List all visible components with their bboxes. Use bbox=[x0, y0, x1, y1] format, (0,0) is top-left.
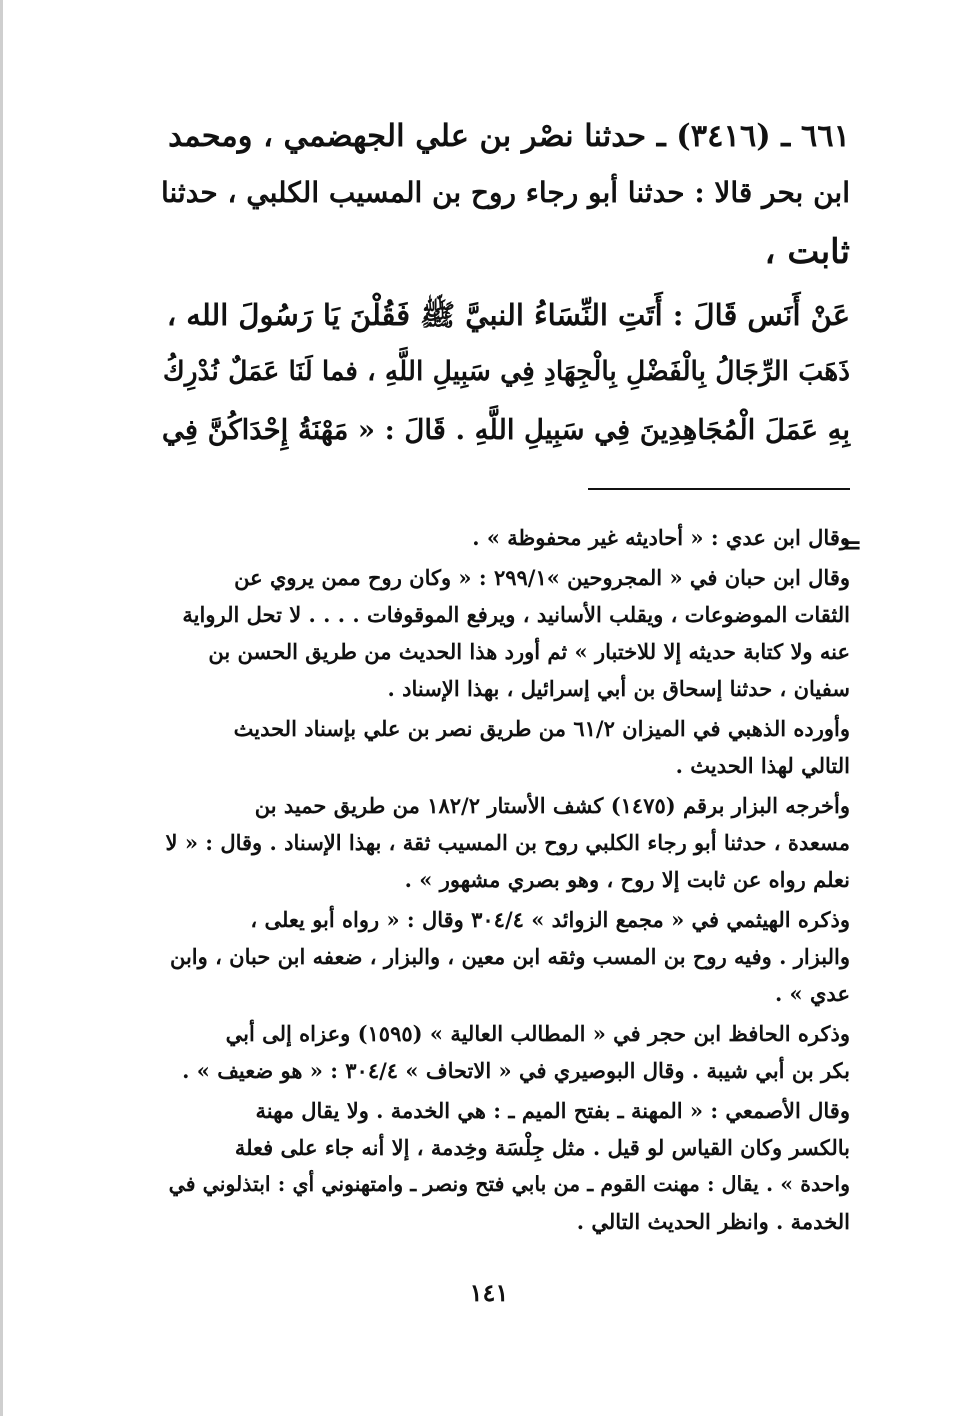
footnote-line: عنه ولا كتابة حديثه إلا للاختبار » ثم أورد هذا الحديث من طريق الحسن بن bbox=[208, 639, 850, 664]
footnote-line: وأورده الذهبي في الميزان ٦١/٢ من طريق نصر بن علي بإسناد الحديث bbox=[233, 716, 850, 741]
footnote-line: بكر بن أبي شيبة . وقال البوصيري في « الاتحاف » ٣٠٤/٤ : « هو ضعيف » . bbox=[182, 1058, 850, 1083]
isnad-line: ابن بحر قالا : حدثنا أبو رجاء روح بن المسيب الكلبي ، حدثنا bbox=[160, 176, 850, 209]
footnote-line: وقال ابن حبان في « المجروحين »٢٩٩/١ : « وكان روح ممن يروي عن bbox=[234, 565, 850, 590]
isnad-line: ٦٦١ ـ (٣٤١٦) ـ حدثنا نصْر بن علي الجهضمي ، ومحمد bbox=[168, 118, 850, 154]
footnote-line: بالكسر وكان القياس لو قيل . مثل جِلْسَة وخِدمة ، إلا أنه جاء على فعلة bbox=[234, 1135, 850, 1160]
footnote-line: واحدة » . يقال : مهنت القوم ـ من بابي فتح ونصر ـ وامتهنوني أي : ابتذلوني في bbox=[168, 1172, 850, 1196]
footnote-line: والبزار . وفيه روح بن المسب وثقه ابن معين ، والبزار ، ضعفه ابن حبان ، وابن bbox=[169, 944, 850, 969]
footnote-line: عدي » . bbox=[774, 981, 850, 1006]
footnote-line: وذكره الهيثمي في « مجمع الزوائد » ٣٠٤/٤ وقال : « رواه أبو يعلى ، bbox=[250, 907, 850, 932]
page-number: ١٤١ bbox=[469, 1278, 509, 1307]
footnote-line: الثقات الموضوعات ، ويقلب الأسانيد ، ويرفع الموقوفات . . . . لا تحل الرواية bbox=[182, 602, 850, 627]
scan-edge-line bbox=[0, 0, 3, 1416]
isnad-line: ثابت ، bbox=[764, 232, 850, 272]
matn-line: عَنْ أَنَس قَالَ : أَتَتِ النِّسَاءُ النبيَّ ﷺ فَقُلْنَ يَا رَسُولَ الله ، bbox=[166, 298, 850, 332]
footnote-line: مسعدة ، حدثنا أبو رجاء الكلبي روح بن المسيب ثقة ، بهذا الإسناد . وقال : « لا bbox=[165, 830, 850, 855]
footnote-line: وأخرجه البزار برقم (١٤٧٥) كشف الأستار ١٨٢/٢ من طريق حميد بن bbox=[254, 793, 850, 818]
matn-line: ذَهَبَ الرِّجَالُ بِالْفَضْلِ بِالْجِهَادِ فِي سَبِيلِ اللَّهِ ، فما لَنَا عَمَلٌ نُدْرِكُ bbox=[162, 356, 850, 387]
footnote-line: التالي لهذا الحديث . bbox=[675, 753, 850, 778]
footnote-line: نعلم رواه عن ثابت إلا روح ، وهو بصري مشهور » . bbox=[404, 867, 850, 892]
footnote-line: وذكره الحافظ ابن حجر في « المطالب العالية » (١٥٩٥) وعزاه إلى أبي bbox=[225, 1021, 850, 1046]
footnote-line: وقال الأصمعي : « المهنة ـ بفتح الميم ـ : هي الخدمة . ولا يقال مهنة bbox=[255, 1098, 850, 1123]
footnote-continuation-mark: = bbox=[842, 530, 863, 559]
footnote-line: سفيان ، حدثنا إسحاق بن أبي إسرائيل ، بهذا الإسناد . bbox=[387, 676, 850, 701]
matn-line: بِهِ عَمَلَ الْمُجَاهِدِينَ فِي سَبِيلِ اللَّهِ . قَالَ : « مَهْنَةُ إِحْدَاكُنَّ فِي bbox=[161, 414, 850, 446]
footnote-line: الخدمة . وانظر الحديث التالي . bbox=[576, 1209, 850, 1234]
footnote-divider bbox=[588, 488, 850, 490]
footnote-line: وقال ابن عدي : « أحاديثه غير محفوظة » . bbox=[472, 525, 850, 550]
